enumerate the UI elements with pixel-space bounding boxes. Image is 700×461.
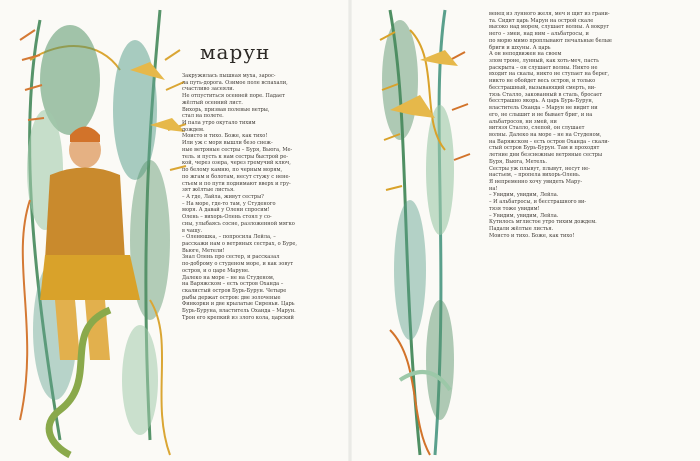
text-line: Падали жёлтые листья. [489, 226, 554, 232]
text-line: высоко над морем, слушает волны. А вокруг [489, 24, 610, 31]
text-line: моря. А давай у Олени спросим! [182, 207, 270, 214]
text-line: – Увидим, увидим, Лейла. [489, 192, 559, 199]
right-text-column [482, 11, 652, 239]
text-line: А он неподвижен на своем [489, 51, 562, 58]
text-line: на Варяжском – есть остров Оханда – [182, 281, 284, 288]
foliage-right [380, 10, 470, 455]
text-line: него – змеи, над ним – альбатросы, и [489, 31, 589, 38]
text-line: скалистый остров Бурь-Бурун. Четыре [182, 288, 287, 294]
text-line: – И альбатросы, и бесстрашного ви- [489, 199, 587, 206]
text-line: сны, улыбаясь сосне, разложенной мягко [182, 220, 295, 227]
text-line: Буря, Вьюга, Метель. [489, 158, 548, 165]
text-line: дождем. [182, 126, 205, 133]
text-line: волны. Далеко на море – не на Студеном, [489, 131, 602, 138]
text-line: – На море, где-то там, у Студеного [182, 200, 276, 207]
text-line: зят жёлтые листья. [182, 187, 235, 194]
text-line: входит на скалы, никто не ступает на берег, [489, 71, 610, 78]
text-line: в чащу. [182, 227, 203, 234]
text-line: по белому камню, по черным морям, [182, 167, 283, 174]
left-text-column [175, 73, 335, 322]
text-line: Вьюге, Метели! [182, 247, 225, 254]
text-line: по-доброму о студеном море, и как зовут [182, 261, 294, 268]
chapter-title: марун [200, 40, 271, 64]
text-line: бриги и шхуны. А царь [489, 44, 551, 51]
text-line: тязя тоже увидим! [489, 205, 540, 212]
text-line: по морю мимо проплывают печальные белые [489, 37, 612, 44]
text-line: ла путь-дорога. Озимое поле вспахали, [182, 79, 288, 86]
text-line: Трон его крепкий из злого кола, царский [182, 314, 294, 321]
text-line: никто не обойдет весь остров, и только [489, 78, 596, 85]
text-line: стый остров Бурь-Бурун. Там и проходят [489, 145, 600, 152]
text-line: Не отпуститься осенней поре. Падает [182, 93, 285, 100]
text-line: – Оленюшка, – попросила Лейла, – [182, 234, 276, 241]
text-line: – Увидим, увидим, Лейла. [489, 212, 559, 219]
text-line: жёлтый осенний лист. [182, 99, 243, 106]
text-line: – А где, Лайла, живут сестры? [182, 193, 264, 200]
text-line: бесстрашный, вызывающий смерть, ви- [489, 84, 596, 91]
text-line: по жгам и болотам, несут стужу с нене- [182, 173, 291, 180]
text-line: злом троне, лунный, как хоть-меч, пасть [489, 58, 599, 65]
text-line: И пала утро окутало тихим [182, 120, 256, 127]
text-line: Знал Олень про сестер, и рассказал [182, 254, 280, 261]
text-line: Я непременно хочу увидеть Мару- [489, 178, 583, 185]
text-line: Сестры уж плывут, плывут, несут не- [489, 165, 590, 172]
text-line: летние дни безснежные ветряные сестры [489, 152, 603, 159]
text-line: настьем, – пропела вихорь-Олень. [489, 172, 581, 179]
text-line: тель. и пусть к нам сестры быстрой ре- [182, 153, 288, 160]
text-line: стьем и по пути поднимают вверх и гру- [182, 180, 291, 187]
text-line: Кутилось мглистое утро тихим дождем. [489, 219, 597, 226]
text-line: Или уж с моря вышли безо снеж- [182, 140, 273, 147]
text-line: ные ветряные сестры – Буря, Вьюга, Ме- [182, 146, 293, 153]
text-line: счастливо засеяли. [182, 86, 235, 93]
text-line: властитель Оханда – Марун не видит ни [489, 105, 598, 112]
text-line: Олень – вихорь-Олень стоял у со- [182, 214, 272, 221]
text-line: бесстрашно якорь. А царь Бурь-Бурун, [489, 98, 594, 105]
text-line: остров, и о царе Маруне. [182, 267, 250, 274]
right-page [350, 0, 700, 461]
text-line: раскрыта – он слушает волны. Никто не [489, 64, 598, 71]
text-line: Вихорь, призвав полевые ветры, [182, 106, 270, 113]
text-line: альбатросов, ни змей, ни [489, 118, 557, 125]
text-line: Закружилась пышная муха, зарос- [182, 73, 276, 79]
text-line: Моисто и тихо. Боже, как тихо! [182, 133, 268, 140]
text-line: на! [489, 185, 498, 192]
text-line: Бурь-Буруна, властитель Оханда – Марун. [182, 308, 296, 315]
text-line: на Варяжском – есть остров Оханда – скали- [489, 138, 610, 145]
text-line: стал на полете. [182, 113, 224, 120]
text-line: та. Сидит царь Марун на острой скале [489, 17, 594, 24]
text-line: Финкорки и две крылатые Сиреньи. Царь [182, 301, 295, 308]
text-line: его, не слышит и не бывает бриг, и на [489, 111, 593, 118]
text-line: венец из лунного желя, меч и щит из грани- [489, 11, 610, 17]
text-line: кой, через озера, через гремучий ключ, [182, 160, 291, 167]
text-line: Моисто и тихо. Боже, как тихо! [489, 232, 575, 239]
text-line: расскажи нам о ветряных сестрах, о Буре, [182, 240, 298, 247]
text-line: тязь Сталло, закованный в сталь, бросает [489, 91, 603, 98]
text-line: Далеко на море – не на Студеном, [182, 274, 275, 281]
text-line: рыбы держат остров: две золоченые [182, 294, 281, 301]
text-line: витязя Сталло, слепой, он слушает [489, 125, 585, 132]
